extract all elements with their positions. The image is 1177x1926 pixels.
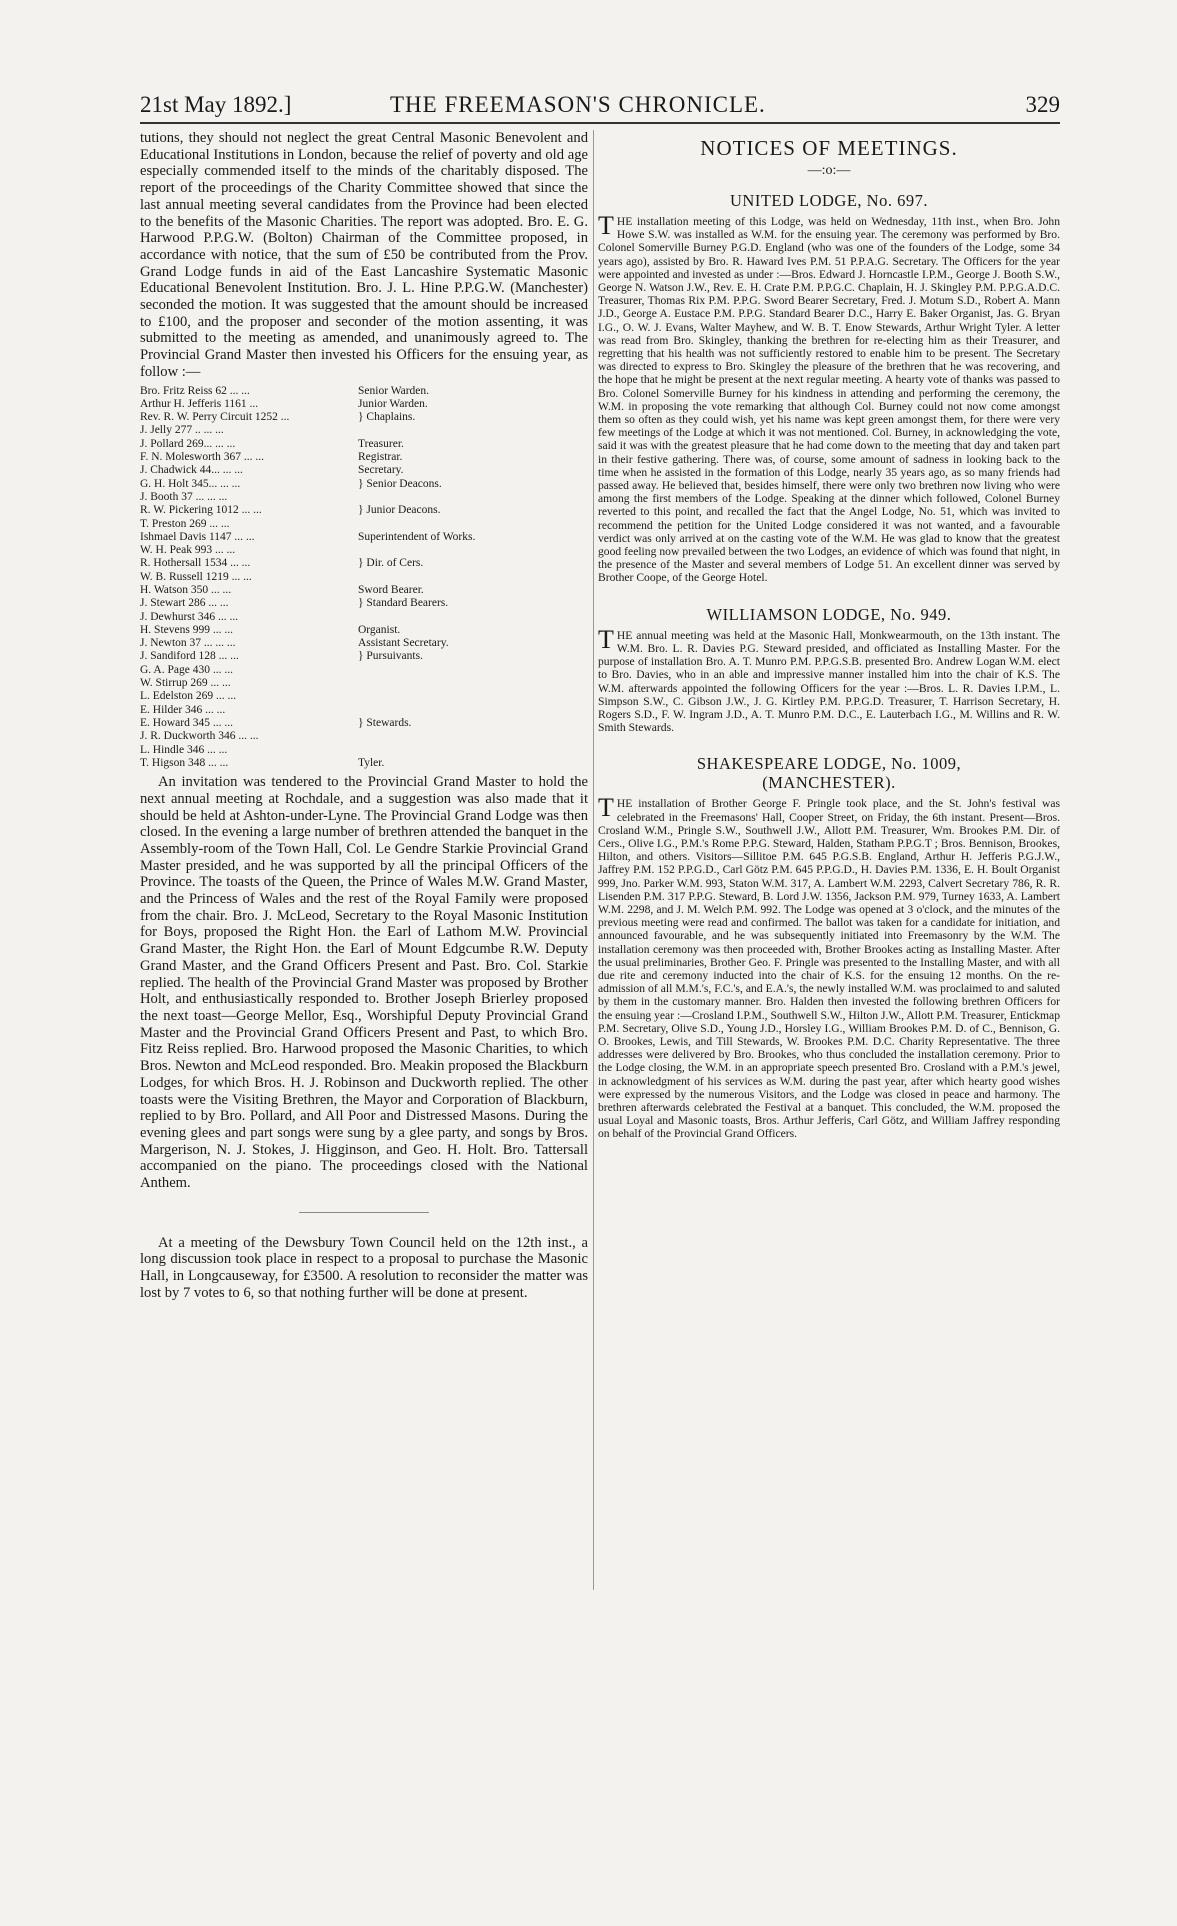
officer-name: T. Preston 269 ... ... [140, 517, 230, 530]
officer-row [140, 744, 588, 757]
officer-row [140, 677, 588, 690]
officer-row [140, 624, 588, 637]
officer-row [140, 597, 588, 610]
officer-name: E. Hilder 346 ... ... [140, 703, 226, 716]
officer-row [140, 571, 588, 584]
officer-name: J. Jelly 277 .. ... ... [140, 424, 224, 437]
officer-name: R. W. Pickering 1012 ... ... [140, 504, 262, 517]
officer-name: H. Stevens 999 ... ... [140, 623, 233, 636]
officer-row [140, 730, 588, 743]
officer-row [140, 544, 588, 557]
officer-name: J. Dewhurst 346 ... ... [140, 610, 239, 623]
right-column [598, 130, 1060, 1141]
officer-office: Sword Bearer. [358, 584, 424, 596]
officer-row [140, 557, 588, 570]
officer-office: } Chaplains. [358, 411, 416, 424]
officer-row [140, 637, 588, 650]
officer-office: Secretary. [358, 464, 404, 477]
officer-row [140, 438, 588, 451]
officer-name: J. Pollard 269... ... ... [140, 437, 236, 450]
issue-date: 21st May 1892.] [140, 92, 292, 117]
officer-name: T. Higson 348 ... ... [140, 756, 229, 769]
officer-office: Tyler. [358, 756, 385, 769]
officer-name: L. Edelston 269 ... ... [140, 690, 237, 703]
page-header [140, 92, 1060, 122]
officer-row [140, 411, 588, 424]
officer-name: L. Hindle 346 ... ... [140, 743, 228, 756]
officer-name: W. H. Peak 993 ... ... [140, 544, 236, 557]
officer-row [140, 757, 588, 770]
officer-row [140, 717, 588, 730]
officer-row [140, 690, 588, 703]
header-rule [140, 122, 1060, 124]
officer-name: J. Sandiford 128 ... ... [140, 650, 239, 663]
shakespeare-lodge-place: (MANCHESTER). [762, 773, 896, 793]
left-column [140, 130, 588, 1302]
officer-row [140, 650, 588, 663]
officer-office [352, 518, 588, 531]
officer-name: Rev. R. W. Perry Circuit 1252 ... [140, 411, 290, 424]
officer-name: J. Booth 37 ... ... ... [140, 490, 228, 503]
officer-office: } Dir. of Cers. [358, 557, 424, 570]
dewsbury-paragraph: At a meeting of the Dewsbury Town Council held on the 12th inst., a long discussion took place in respect to a proposal to purchase the Masonic Hall, in Longcauseway, for £3500. A resolution to reconsider the matter was lost by 7 votes to 6, so that nothing further will be done at present. [140, 1234, 588, 1301]
officer-name: J. Stewart 286 ... ... [140, 597, 229, 610]
section-separator [299, 1212, 429, 1213]
officer-office [352, 744, 588, 757]
officer-name: J. Newton 37 ... ... ... [140, 637, 236, 650]
officer-office: Superintendent of Works. [358, 530, 476, 543]
officer-name: W. Stirrup 269 ... ... [140, 677, 231, 690]
officer-row [140, 504, 588, 517]
officer-office: Assistant Secretary. [358, 637, 449, 650]
officer-name: J. Chadwick 44... ... ... [140, 464, 243, 477]
officer-office [352, 491, 588, 504]
officer-office: Treasurer. [358, 437, 404, 450]
officer-row [140, 464, 588, 477]
officer-office [352, 664, 588, 677]
column-divider [593, 130, 594, 1590]
officer-name: E. Howard 345 ... ... [140, 716, 233, 729]
officer-row [140, 584, 588, 597]
officer-office [352, 704, 588, 717]
shakespeare-lodge-text: THE installation of Brother George F. Pringle took place, and the St. John's festival was celebrated in the Freemasons' Hall, Cooper Street, on Friday, the 6th instant. Present—Bros. Crosland W.M., Pringle S.W., Southwell J.W., Allott P.M. Treasurer, Wm. Brookes P.M. Dir. of Cers., Olive I.G., P.M.'s Rome P.P.G. Steward, Halden, Statham P.P.G.T ; Bros. Bennison, Brookes, Hilton, and others. Visitors—Sillitoe P.M. 645 P.G.S.B. England, Arthur H. Jefferis P.G.J.W., Jaffrey P.M. 152 P.P.G.D., Carl Götz P.M. 645 P.P.G.D., H. Davies P.M. 1336, E. H. Boult Organist 999, Jno. Parker W.M. 993, Staton W.M. 317, A. Lambert W.M. 2293, Calvert Secretary 786, R. R. Lisenden P.M. 317 P.P.G. Steward, B. Lord J.W. 1356, Jackson P.M. 979, Turney 1633, A. Lambert W.M. 2298, and J. M. Welch P.M. 992. The Lodge was opened at 3 o'clock, and the minutes of the previous meeting were read and confirmed. The ballot was taken for a candidate for initiation, and announced favourable, and he was subsequently initiated into Freemasonry by the W.M. The installation ceremony was then proceeded with, Brother Brookes acting as Installing Master. After the usual preliminaries, Brother Geo. F. Pringle was presented to the Installing Master, and with all due rite and ceremony inducted into the chair of K.S. for the ensuing 12 months. On the re-admission of all M.M.'s, F.C.'s, and E.A.'s, the newly installed W.M. was proclaimed to and saluted by them in the customary manner. Bro. Halden then invested the following brethren Officers for the ensuing year :—Crosland I.P.M., Southwell S.W., Hilton J.W., Allott P.M. Treasurer, Entickmap P.M. Secretary, Olive S.D., Young J.D., Horsley I.G., William Brookes P.M. D. of C., Bennison, G. O. Brookes, Lewis, and Till Stewards, W. Brookes P.M. D.C. Charity Representative. The three addresses were delivered by Bro. Brookes, who thus concluded the installation ceremony. Prior to the Lodge closing, the W.M. in an appropriate speech presented Bro. Crosland with a P.M.'s jewel, in acknowledgment of his services as W.M. during the past year, after which hearty good wishes were expressed by the numerous Visitors, and the Lodge was closed in peace and harmony. The brethren afterwards celebrated the Festival at a banquet. This concluded, the W.M. proposed the usual Loyal and Masonic toasts, Bros. Arthur Jefferis, Carl Götz, and William Jaffrey responding on behalf of the Provincial Grand Officers. [598, 793, 1060, 1141]
officer-office [352, 571, 588, 584]
officer-row [140, 424, 588, 437]
officer-office: } Pursuivants. [358, 650, 423, 663]
officer-name: H. Watson 350 ... ... [140, 584, 232, 596]
officer-office [352, 544, 588, 557]
notices-heading: NOTICES OF MEETINGS. [700, 136, 958, 160]
officer-office [352, 690, 588, 703]
officer-name: W. B. Russell 1219 ... ... [140, 570, 252, 583]
officer-row [140, 398, 588, 411]
shakespeare-lodge-title [598, 754, 1060, 792]
officer-name: Bro. Fritz Reiss 62 ... ... [140, 384, 250, 397]
officer-office: Registrar. [358, 451, 403, 464]
banquet-paragraph: An invitation was tendered to the Provincial Grand Master to hold the next annual meeting at Rochdale, and a suggestion was also made that it should be held at Ashton-under-Lyne. The Provincial Grand Lodge was then closed. In the evening a large number of brethren attended the banquet in the Assembly-room of the Town Hall, Col. Le Gendre Starkie Provincial Grand Master presided, and he was supported by all the principal Officers of the Province. The toasts of the Queen, the Prince of Wales M.W. Grand Master, and the Princess of Wales and the rest of the Royal Family were proposed from the chair. Bro. J. McLeod, Secretary to the Royal Masonic Institution for Boys, proposed the Right Hon. the Earl of Lathom M.W. Provincial Grand Master, the Right Hon. the Earl of Mount Edgcumbe R.W. Deputy Grand Master, and the Grand Officers Present and Past. Bro. Col. Starkie replied. The health of the Provincial Grand Master was proposed by Brother Holt, and enthusiastically responded to. Brother Joseph Brierley proposed the next toast—George Mellor, Esq., Worshipful Deputy Provincial Grand Master and the Provincial Grand Officers Present and Past, to which Bro. Fitz Reiss replied. Bro. Harwood proposed the Masonic Charities, to which Bros. Newton and McLeod responded. Bro. Meakin proposed the Blackburn Lodges, for which Bros. H. J. Robinson and Duckworth replied. The other toasts were the Visiting Brethren, the Mayor and Corporation of Blackburn, replied to by Bro. Pollard, and All Poor and Distressed Masons. During the evening glees and part songs were sung by a glee party, and songs by Bros. Margerison, N. J. Stokes, J. Higginson, and Geo. H. Holt. Bro. Tattersall accompanied on the piano. The proceedings closed with the National Anthem. [140, 774, 588, 1192]
officer-office: } Junior Deacons. [358, 504, 441, 517]
charity-report-paragraph: tutions, they should not neglect the great Central Masonic Benevolent and Educational Institutions in London, because the relief of poverty and old age especially commended itself to the minds of the charitably disposed. The report of the proceedings of the Charity Committee showed that since the last annual meeting several candidates from the Province had been elected to the benefits of the Masonic Charities. The report was adopted. Bro. E. G. Harwood P.P.G.W. (Bolton) Chairman of the Committee proposed, in accordance with notice, that the sum of £50 be contributed from the Prov. Grand Lodge funds in aid of the East Lancashire Systematic Masonic Educational Benevolent Institution. Bro. J. L. Hine P.P.G.W. (Manchester) seconded the motion. It was suggested that the amount should be increased to £100, and the proposer and seconder of the motion assenting, it was submitted to the meeting as amended, and unanimously agreed to. The Provincial Grand Master then invested his Officers for the ensuing year, as follow :— [140, 130, 588, 380]
officer-office [352, 677, 588, 690]
officer-row [140, 518, 588, 531]
officer-office: } Senior Deacons. [358, 477, 442, 490]
masthead-title: THE FREEMASON'S CHRONICLE. [390, 92, 766, 117]
officer-name: Ishmael Davis 1147 ... ... [140, 530, 255, 543]
officer-office [352, 424, 588, 437]
officer-name: G. A. Page 430 ... ... [140, 663, 233, 676]
officer-office: Organist. [358, 623, 401, 636]
officer-row [140, 531, 588, 544]
officer-row [140, 451, 588, 464]
officer-row [140, 704, 588, 717]
officer-office: Senior Warden. [358, 384, 430, 397]
officer-office: Junior Warden. [358, 397, 428, 410]
officer-office [352, 611, 588, 624]
page-number: 329 [1025, 92, 1060, 117]
officer-name: G. H. Holt 345... ... ... [140, 477, 241, 490]
heading-ornament: —:o:— [807, 163, 851, 178]
officer-name: R. Hothersall 1534 ... ... [140, 557, 251, 570]
shakespeare-lodge-name: SHAKESPEARE LODGE, No. 1009, [696, 754, 962, 774]
williamson-lodge-title: WILLIAMSON LODGE, No. 949. [706, 604, 952, 624]
officer-name: J. R. Duckworth 346 ... ... [140, 730, 259, 743]
united-lodge-text: THE installation meeting of this Lodge, was held on Wednesday, 11th inst., when Bro. John Howe S.W. was installed as W.M. for the ensuing year. The ceremony was performed by Bro. Colonel Somerville Burney P.G.D. England (who was one of the founders of the Lodge, some 34 years ago), assisted by Bro. R. Haward Ives P.M. 51 P.P.A.G. Secretary. The Officers for the year were appointed and invested as under :—Bros. Edward J. Horncastle I.P.M., George J. Booth S.W., George N. Watson J.W., Rev. E. H. Crate P.M. P.P.G.C. Chaplain, H. J. Skingley P.M. P.P.G.A.D.C. Treasurer, Thomas Rix P.M. P.P.G. Sword Bearer Secretary, Fred. J. Motum S.D., Robert A. Mann J.D., George A. Eustace P.M. P.P.G. Standard Bearer D.C., Harry E. Baker Organist, Jas. G. Bryan I.G., O. W. J. Evans, Walter Mayhew, and W. B. T. Enow Stewards, Arthur Wright Tyler. A letter was read from Bro. Skingley, thanking the brethren for re-electing him as their Treasurer, and regretting that his health was not sufficiently restored to enable him to be present. The Secretary was directed to express to Bro. Skingley the pleasure of the brethren that he was recovering, and the hope that he might be present at the next regular meeting. A hearty vote of thanks was passed to Bro. Colonel Somerville Burney for his kindness in attending and performing the ceremony, the W.M. in proposing the vote remarking that although Col. Burney could not now come amongst them so often as they could wish, yet his name was kept green amongst them, for there were very few meetings of the Lodge at which it was not mentioned. Col. Burney, in acknowledging the vote, said it was with the greatest pleasure that he had come down to the meeting that day and taken part in their festive gathering. There was, of course, some amount of sadness in looking back to the time when he assisted in the formation of this Lodge, nearly 35 years ago, as so many friends had passed away. He believed that, besides himself, there were only two brethren now living who were among the first members of the Lodge. Speaking at the dinner which followed, Colonel Burney reverted to this point, and recalled the fact that the Angel Lodge, No. 51, which was invited to recommend the petition for the United Lodge considered it was not wanted, and a favourable verdict was only arrived at on the casting vote of the W.M. He was glad to know that the greatest good feeling now prevailed between the two Lodges, an evidence of which was found that night, in the presence of the Master and several members of Lodge 51. An excellent dinner was served by Brother Coope, of the George Hotel. [598, 211, 1060, 585]
officer-row [140, 491, 588, 504]
officer-row [140, 385, 588, 398]
officer-office: } Standard Bearers. [358, 597, 449, 610]
officer-row [140, 478, 588, 491]
officer-office: } Stewards. [358, 716, 412, 729]
officer-office [352, 730, 588, 743]
united-lodge-title: UNITED LODGE, No. 697. [730, 191, 928, 210]
officer-row [140, 611, 588, 624]
officer-row [140, 664, 588, 677]
officers-list [140, 385, 588, 771]
officer-name: Arthur H. Jefferis 1161 ... [140, 397, 259, 410]
officer-name: F. N. Molesworth 367 ... ... [140, 451, 264, 464]
williamson-lodge-text: THE annual meeting was held at the Masonic Hall, Monkwearmouth, on the 13th instant. The W.M. Bro. L. R. Davies P.G. Steward presided, and officiated as Installing Master. For the purpose of installation Bro. A. T. Munro P.M. P.P.G.S.B. presented Bro. Andrew Logan W.M. elect to Bro. Davies, who in an able and impressive manner installed him into the chair of K.S. The W.M. afterwards appointed the following Officers for the year :—Bros. L. R. Davies I.P.M., L. Simpson S.W., C. Gibson J.W., J. G. Kirtley P.M. P.P.G.D. Treasurer, T. Harrison Secretary, H. Rogers S.D., F. W. Ingram J.D., A. T. Munro P.M. D.C., E. Lauterbach I.G., M. Willins and R. W. Smith Stewards. [598, 624, 1060, 735]
